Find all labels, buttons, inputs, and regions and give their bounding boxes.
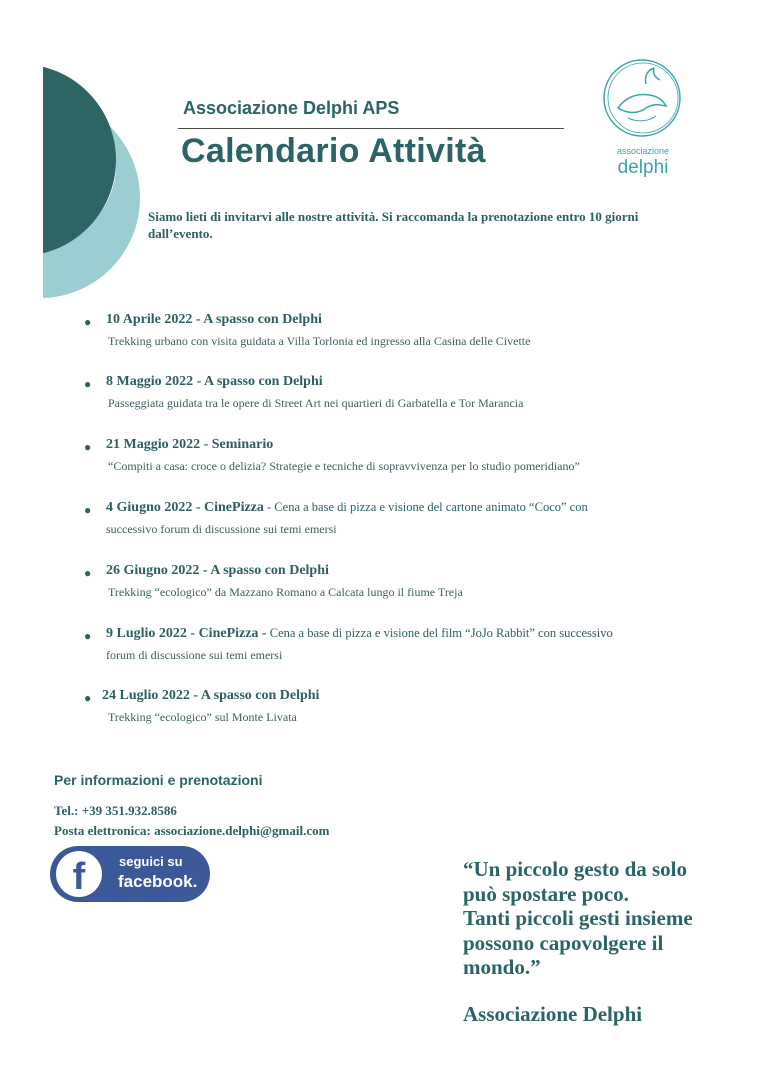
facebook-label-big: facebook. (118, 872, 198, 891)
bullet-icon: ● (84, 377, 92, 391)
event-description: “Compiti a casa: croce o delizia? Strategie e tecniche di sopravvivenza per lo studio pomeridiano” (108, 459, 580, 473)
bullet-icon: ● (84, 629, 92, 643)
organization-name: Associazione Delphi APS (183, 98, 400, 118)
event-description: Passeggiata guidata tra le opere di Street Art nei quartieri di Garbatella e Tor Marancia (108, 396, 524, 410)
event-title: 24 Luglio 2022 - A spasso con Delphi (102, 688, 320, 703)
header-divider (178, 128, 564, 129)
phone-number[interactable]: Tel.: +39 351.932.8586 (54, 803, 177, 818)
event-description: Trekking urbano con visita guidata a Villa Torlonia ed ingresso alla Casina delle Civette (108, 334, 531, 348)
bullet-icon: ● (84, 440, 92, 454)
intro-text: Siamo lieti di invitarvi alle nostre attività. Si raccomanda la prenotazione entro 10 giorni dall’evento. (148, 209, 639, 241)
event-description: successivo forum di discussione sui temi emersi (106, 522, 337, 536)
event-title: 4 Giugno 2022 - CinePizza - Cena a base di pizza e visione del cartone animato “Coco” con (106, 500, 588, 515)
facebook-icon: f (72, 856, 86, 898)
page-title: Calendario Attività (181, 132, 486, 170)
quote-line: mondo.” (463, 955, 541, 979)
event-description: Trekking “ecologico” da Mazzano Romano a Calcata lungo il fiume Treja (108, 585, 463, 599)
facebook-follow-button[interactable] (50, 846, 210, 902)
left-mask (0, 0, 43, 320)
quote-signature: Associazione Delphi (463, 1002, 643, 1026)
bullet-icon: ● (84, 691, 92, 705)
event-description: Trekking “ecologico” sul Monte Livata (108, 710, 297, 724)
event-title: 10 Aprile 2022 - A spasso con Delphi (106, 312, 322, 327)
quote-line: può spostare poco. (463, 881, 629, 906)
event-title: 9 Luglio 2022 - CinePizza - Cena a base di pizza e visione del film “JoJo Rabbit” con successivo (106, 626, 613, 641)
email-address[interactable]: Posta elettronica: associazione.delphi@gmail.com (54, 823, 330, 838)
logo-text-big: delphi (617, 157, 669, 178)
bullet-icon: ● (84, 315, 92, 329)
bullet-icon: ● (84, 503, 92, 517)
decorative-circles (0, 0, 160, 320)
quote-line: Tanti piccoli gesti insieme (463, 906, 693, 930)
quote-line: “Un piccolo gesto da solo (463, 857, 688, 881)
quote-block (463, 857, 753, 980)
event-description: forum di discussione sui temi emersi (106, 648, 283, 662)
event-title: 8 Maggio 2022 - A spasso con Delphi (106, 374, 323, 389)
event-title: 21 Maggio 2022 - Seminario (106, 437, 274, 452)
event-title: 26 Giugno 2022 - A spasso con Delphi (106, 563, 329, 578)
facebook-label-small: seguici su (119, 854, 183, 869)
bullet-icon: ● (84, 566, 92, 580)
quote-line: possono capovolgere il (463, 930, 664, 955)
contacts-heading: Per informazioni e prenotazioni (54, 772, 263, 788)
logo-text-small: associazione (616, 146, 670, 156)
